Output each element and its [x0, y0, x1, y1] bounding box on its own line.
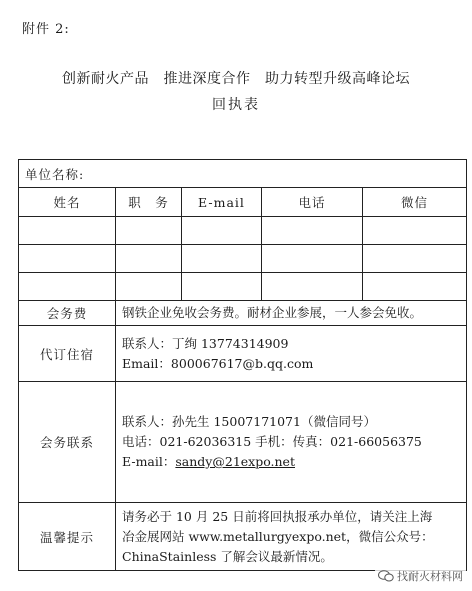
fee-label: 会务费	[19, 301, 116, 326]
contact-row	[19, 382, 467, 503]
email-cell[interactable]	[182, 245, 262, 273]
contact-info	[116, 382, 467, 503]
notice-line-1: 请务必于 10 月 25 日前将回执报承办单位，请关注上海	[122, 508, 433, 524]
fee-text: 钢铁企业免收会务费。耐材企业参展，一人参会免收。	[116, 301, 467, 326]
unit-row	[19, 160, 467, 188]
position-cell[interactable]	[116, 217, 182, 245]
fee-row	[19, 301, 467, 326]
hotel-row	[19, 326, 467, 382]
hotel-contact: 联系人：丁绚 13774314909	[122, 335, 289, 351]
watermark-text: 找耐火材料网	[397, 570, 463, 583]
email-cell[interactable]	[182, 217, 262, 245]
watermark	[375, 567, 466, 585]
attendee-row	[19, 217, 467, 245]
notice-line-3: ChinaStainless 了解会议最新情况。	[122, 548, 333, 564]
wechat-icon	[378, 570, 394, 582]
hotel-info	[116, 326, 467, 382]
attendee-row	[19, 273, 467, 301]
header-row	[19, 188, 467, 217]
email-cell[interactable]	[182, 273, 262, 301]
hotel-label: 代订住宿	[19, 326, 116, 382]
name-cell[interactable]	[19, 273, 116, 301]
position-cell[interactable]	[116, 273, 182, 301]
contact-phone: 电话：021-62036315 手机：传真：021-66056375	[122, 434, 422, 449]
col-header-wechat: 微信	[363, 188, 467, 217]
wechat-cell[interactable]	[363, 245, 467, 273]
notice-text	[116, 503, 467, 571]
unit-name-field[interactable]: 单位名称:	[19, 160, 467, 188]
contact-email	[122, 452, 466, 472]
contact-label: 会务联系	[19, 382, 116, 503]
col-header-email: E-mail	[182, 188, 262, 217]
col-header-phone: 电话	[262, 188, 363, 217]
document-subtitle: 回执表	[212, 97, 260, 113]
notice-line-2: 冶金展网站 www.metallurgyexpo.net，微信公众号：	[122, 528, 434, 544]
attachment-label: 附件 2:	[22, 22, 70, 37]
col-header-name: 姓名	[19, 188, 116, 217]
contact-person: 联系人：孙先生 15007171071（微信同号）	[122, 414, 376, 429]
contact-email-prefix: E-mail：	[122, 454, 176, 469]
phone-cell[interactable]	[262, 273, 363, 301]
wechat-cell[interactable]	[363, 217, 467, 245]
col-header-position: 职 务	[116, 188, 182, 217]
position-cell[interactable]	[116, 245, 182, 273]
contact-email-link[interactable]: sandy@21expo.net	[175, 454, 295, 469]
wechat-cell[interactable]	[363, 273, 467, 301]
attendee-row	[19, 245, 467, 273]
phone-cell[interactable]	[262, 245, 363, 273]
notice-row	[19, 503, 467, 571]
reply-form-table	[18, 159, 467, 571]
name-cell[interactable]	[19, 245, 116, 273]
hotel-email: Email：800067617@b.qq.com	[122, 355, 314, 371]
notice-label: 温馨提示	[19, 503, 116, 571]
phone-cell[interactable]	[262, 217, 363, 245]
name-cell[interactable]	[19, 217, 116, 245]
document-title: 创新耐火产品 推进深度合作 助力转型升级高峰论坛	[62, 71, 410, 87]
